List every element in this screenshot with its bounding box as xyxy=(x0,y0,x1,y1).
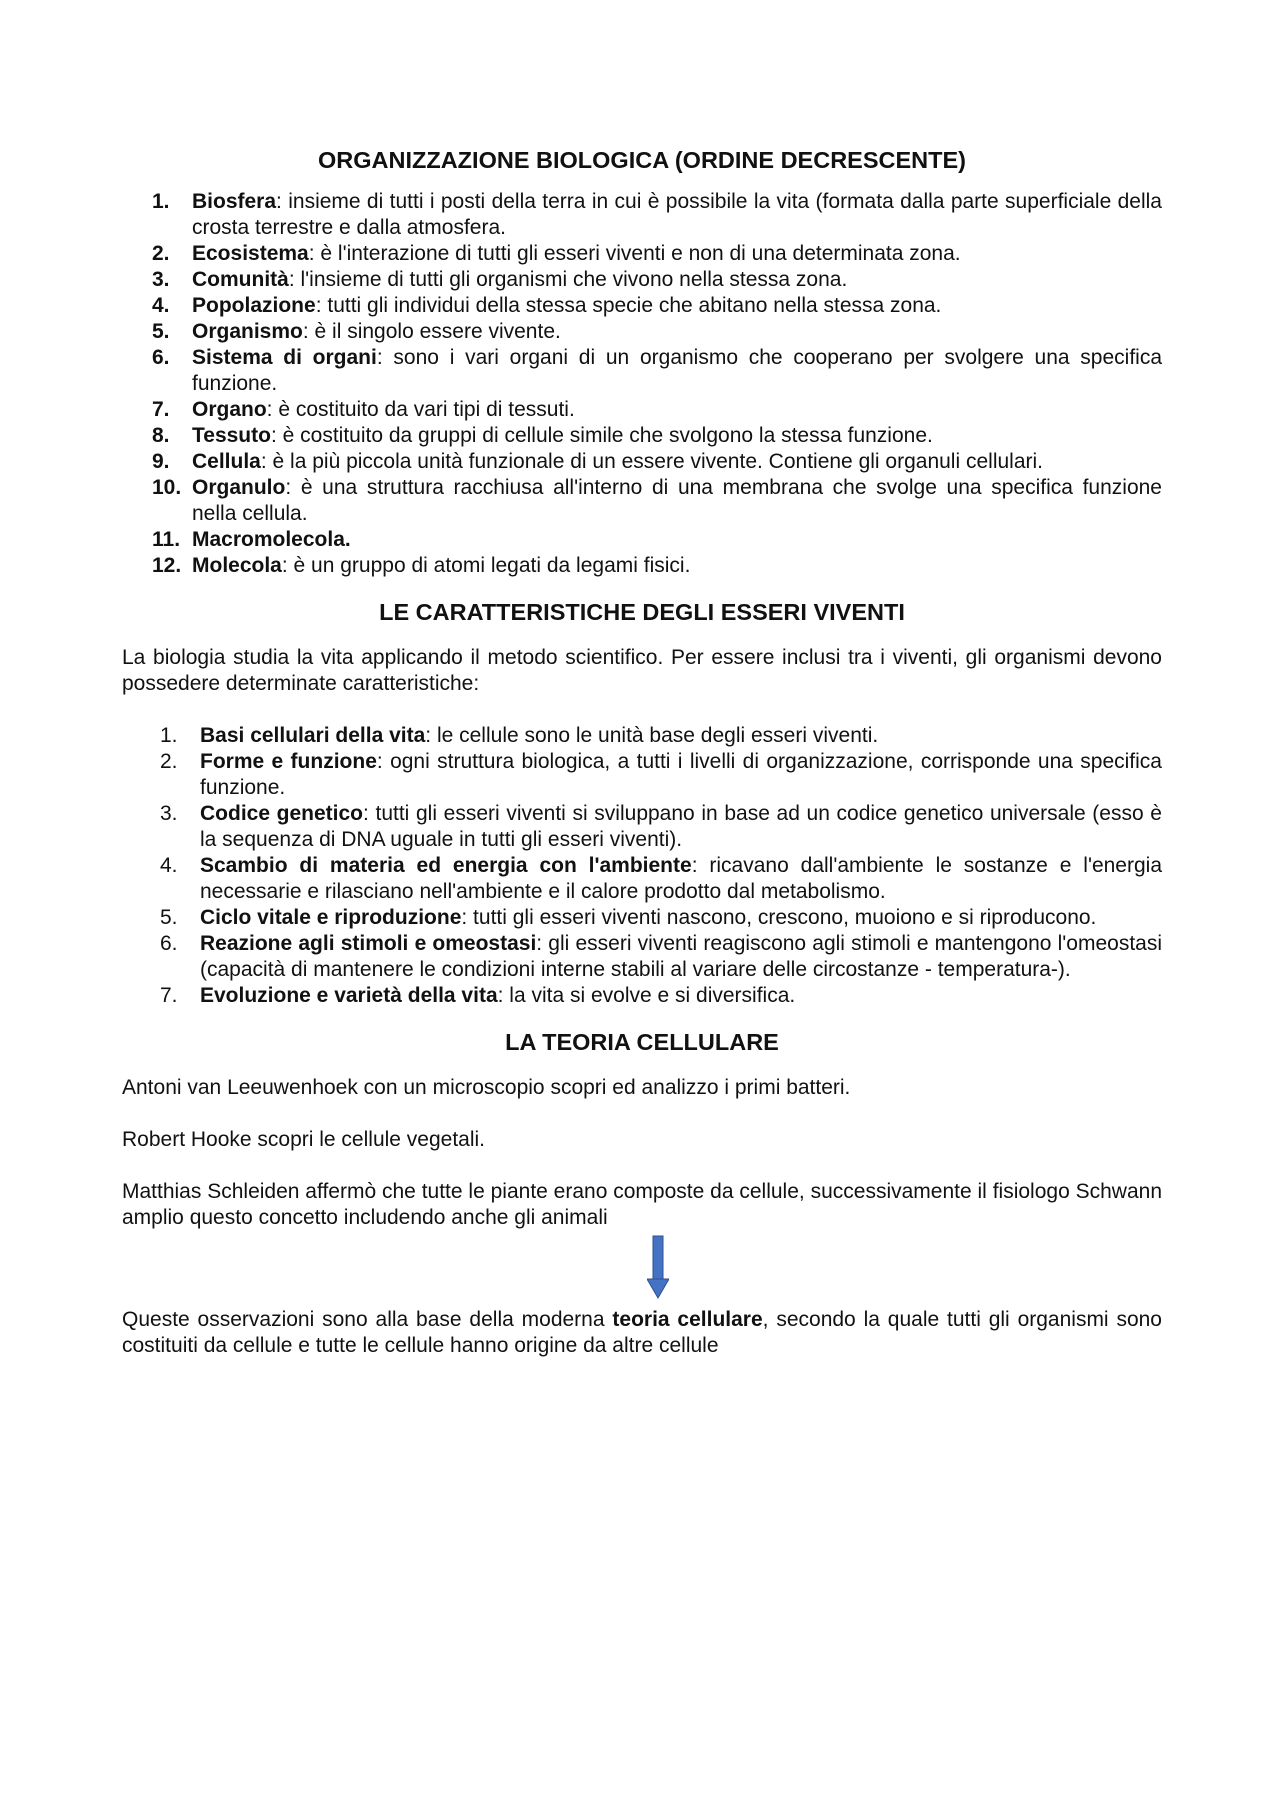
item-term: Ecosistema xyxy=(192,242,309,265)
item-term: Biosfera xyxy=(192,190,277,213)
list-caratteristiche xyxy=(122,723,1162,1009)
list-item xyxy=(122,449,1162,475)
list-item xyxy=(122,423,1162,449)
list-item xyxy=(122,553,1162,579)
item-number: 3. xyxy=(160,802,178,825)
arrow-container xyxy=(122,1235,1162,1307)
item-text: : la vita si evolve e si diversifica. xyxy=(497,984,796,1007)
list-item xyxy=(122,527,1162,553)
item-term: Tessuto xyxy=(192,424,271,447)
item-term: Organulo xyxy=(192,476,286,499)
item-text: : le cellule sono le unità base degli esseri viventi. xyxy=(425,724,879,747)
item-number: 1. xyxy=(160,724,178,747)
item-term: Ciclo vitale e riproduzione xyxy=(200,906,462,929)
item-text: : tutti gli esseri viventi si sviluppano in base ad un codice genetico universale (esso è la sequenza di DNA uguale in tutti gli esseri viventi). xyxy=(200,802,1162,851)
item-term: Organo xyxy=(192,398,267,421)
item-text: : tutti gli individui della stessa specie che abitano nella stessa zona. xyxy=(315,294,942,317)
list-item xyxy=(122,241,1162,267)
list-item xyxy=(122,853,1162,905)
item-number: 6. xyxy=(160,932,178,955)
item-text: : tutti gli esseri viventi nascono, crescono, muoiono e si riproducono. xyxy=(461,906,1097,929)
item-text: : è una struttura racchiusa all'interno di una membrana che svolge una specifica funzione nella cellula. xyxy=(192,476,1162,525)
paragraph-teoria-cellulare xyxy=(122,1307,1162,1359)
intro-paragraph: La biologia studia la vita applicando il metodo scientifico. Per essere inclusi tra i viventi, gli organismi devono possedere determinate caratteristiche: xyxy=(122,646,1162,695)
list-item xyxy=(122,189,1162,241)
item-term: Basi cellulari della vita xyxy=(200,724,426,747)
item-text: : è l'interazione di tutti gli esseri viventi e non di una determinata zona. xyxy=(308,242,961,265)
item-number: 1. xyxy=(152,190,170,213)
item-term: Molecola xyxy=(192,554,282,577)
list-item xyxy=(122,749,1162,801)
arrow-down-icon xyxy=(647,1235,669,1299)
item-text: : è un gruppo di atomi legati da legami fisici. xyxy=(281,554,691,577)
item-text: : l'insieme di tutti gli organismi che vivono nella stessa zona. xyxy=(288,268,848,291)
paragraph-hooke: Robert Hooke scopri le cellule vegetali. xyxy=(122,1128,486,1151)
item-number: 6. xyxy=(152,346,170,369)
list-item xyxy=(122,983,1162,1009)
list-item xyxy=(122,931,1162,983)
item-number: 10. xyxy=(152,476,182,499)
item-term: Forme e funzione xyxy=(200,750,377,773)
item-text: : sono i vari organi di un organismo che cooperano per svolgere una specifica funzione. xyxy=(192,346,1162,395)
item-number: 4. xyxy=(152,294,170,317)
list-item xyxy=(122,319,1162,345)
item-term: Reazione agli stimoli e omeostasi xyxy=(200,932,537,955)
list-item xyxy=(122,801,1162,853)
item-number: 11. xyxy=(152,528,181,551)
item-text: : è costituito da vari tipi di tessuti. xyxy=(266,398,575,421)
item-term: Codice genetico xyxy=(200,802,364,825)
item-number: 7. xyxy=(152,398,170,421)
document-content xyxy=(122,145,1162,1359)
item-text: : gli esseri viventi reagiscono agli stimoli e mantengono l'omeostasi (capacità di mantenere le condizioni interne stabili al variare delle circostanze - temperatura-). xyxy=(200,932,1162,981)
section-title-caratteristiche: LE CARATTERISTICHE DEGLI ESSERI VIVENTI xyxy=(379,599,905,625)
item-term: Macromolecola. xyxy=(192,528,351,551)
item-number: 2. xyxy=(160,750,178,773)
list-item xyxy=(122,293,1162,319)
item-number: 8. xyxy=(152,424,170,447)
list-item xyxy=(122,267,1162,293)
item-number: 5. xyxy=(152,320,170,343)
item-text: : è costituito da gruppi di cellule simile che svolgono la stessa funzione. xyxy=(270,424,933,447)
item-number: 12. xyxy=(152,554,182,577)
item-term: Organismo xyxy=(192,320,303,343)
item-text: : è la più piccola unità funzionale di un essere vivente. Contiene gli organuli cellulari. xyxy=(260,450,1043,473)
section-title-teoria-cellulare: LA TEORIA CELLULARE xyxy=(505,1029,779,1055)
teoria-text-before: Queste osservazioni sono alla base della moderna xyxy=(122,1308,613,1331)
item-text: : ogni struttura biologica, a tutti i livelli di organizzazione, corrisponde una specifica funzione. xyxy=(200,750,1162,799)
item-text: : ricavano dall'ambiente le sostanze e l'energia necessarie e rilasciano nell'ambiente e il calore prodotto dal metabolismo. xyxy=(200,854,1163,903)
paragraph-schleiden: Matthias Schleiden affermò che tutte le piante erano composte da cellule, successivamente il fisiologo Schwann amplio questo concetto includendo anche gli animali xyxy=(122,1180,1162,1229)
list-item xyxy=(122,905,1162,931)
list-item xyxy=(122,723,1162,749)
list-item xyxy=(122,475,1162,527)
item-term: Comunità xyxy=(192,268,289,291)
item-term: Sistema di organi xyxy=(192,346,377,369)
item-term: Evoluzione e varietà della vita xyxy=(200,984,498,1007)
list-item xyxy=(122,397,1162,423)
paragraph-leeuwenhoek: Antoni van Leeuwenhoek con un microscopio scopri ed analizzo i primi batteri. xyxy=(122,1076,851,1099)
item-term: Popolazione xyxy=(192,294,316,317)
list-item xyxy=(122,345,1162,397)
item-number: 5. xyxy=(160,906,178,929)
item-number: 7. xyxy=(160,984,178,1007)
teoria-cellulare-term: teoria cellulare xyxy=(612,1308,763,1331)
item-text: : è il singolo essere vivente. xyxy=(302,320,561,343)
item-number: 4. xyxy=(160,854,178,877)
item-term: Scambio di materia ed energia con l'ambiente xyxy=(200,854,692,877)
list-organizzazione xyxy=(122,189,1162,579)
item-term: Cellula xyxy=(192,450,261,473)
teoria-text-after: , secondo la quale tutti gli organismi sono costituiti da cellule e tutte le cellule hanno origine da altre cellule xyxy=(122,1308,1162,1357)
item-number: 9. xyxy=(152,450,170,473)
item-number: 2. xyxy=(152,242,170,265)
item-text: : insieme di tutti i posti della terra in cui è possibile la vita (formata dalla parte superficiale della crosta terrestre e dalla atmosfera. xyxy=(192,190,1162,239)
item-number: 3. xyxy=(152,268,170,291)
section-title-organizzazione: ORGANIZZAZIONE BIOLOGICA (ORDINE DECRESCENTE) xyxy=(318,147,966,173)
